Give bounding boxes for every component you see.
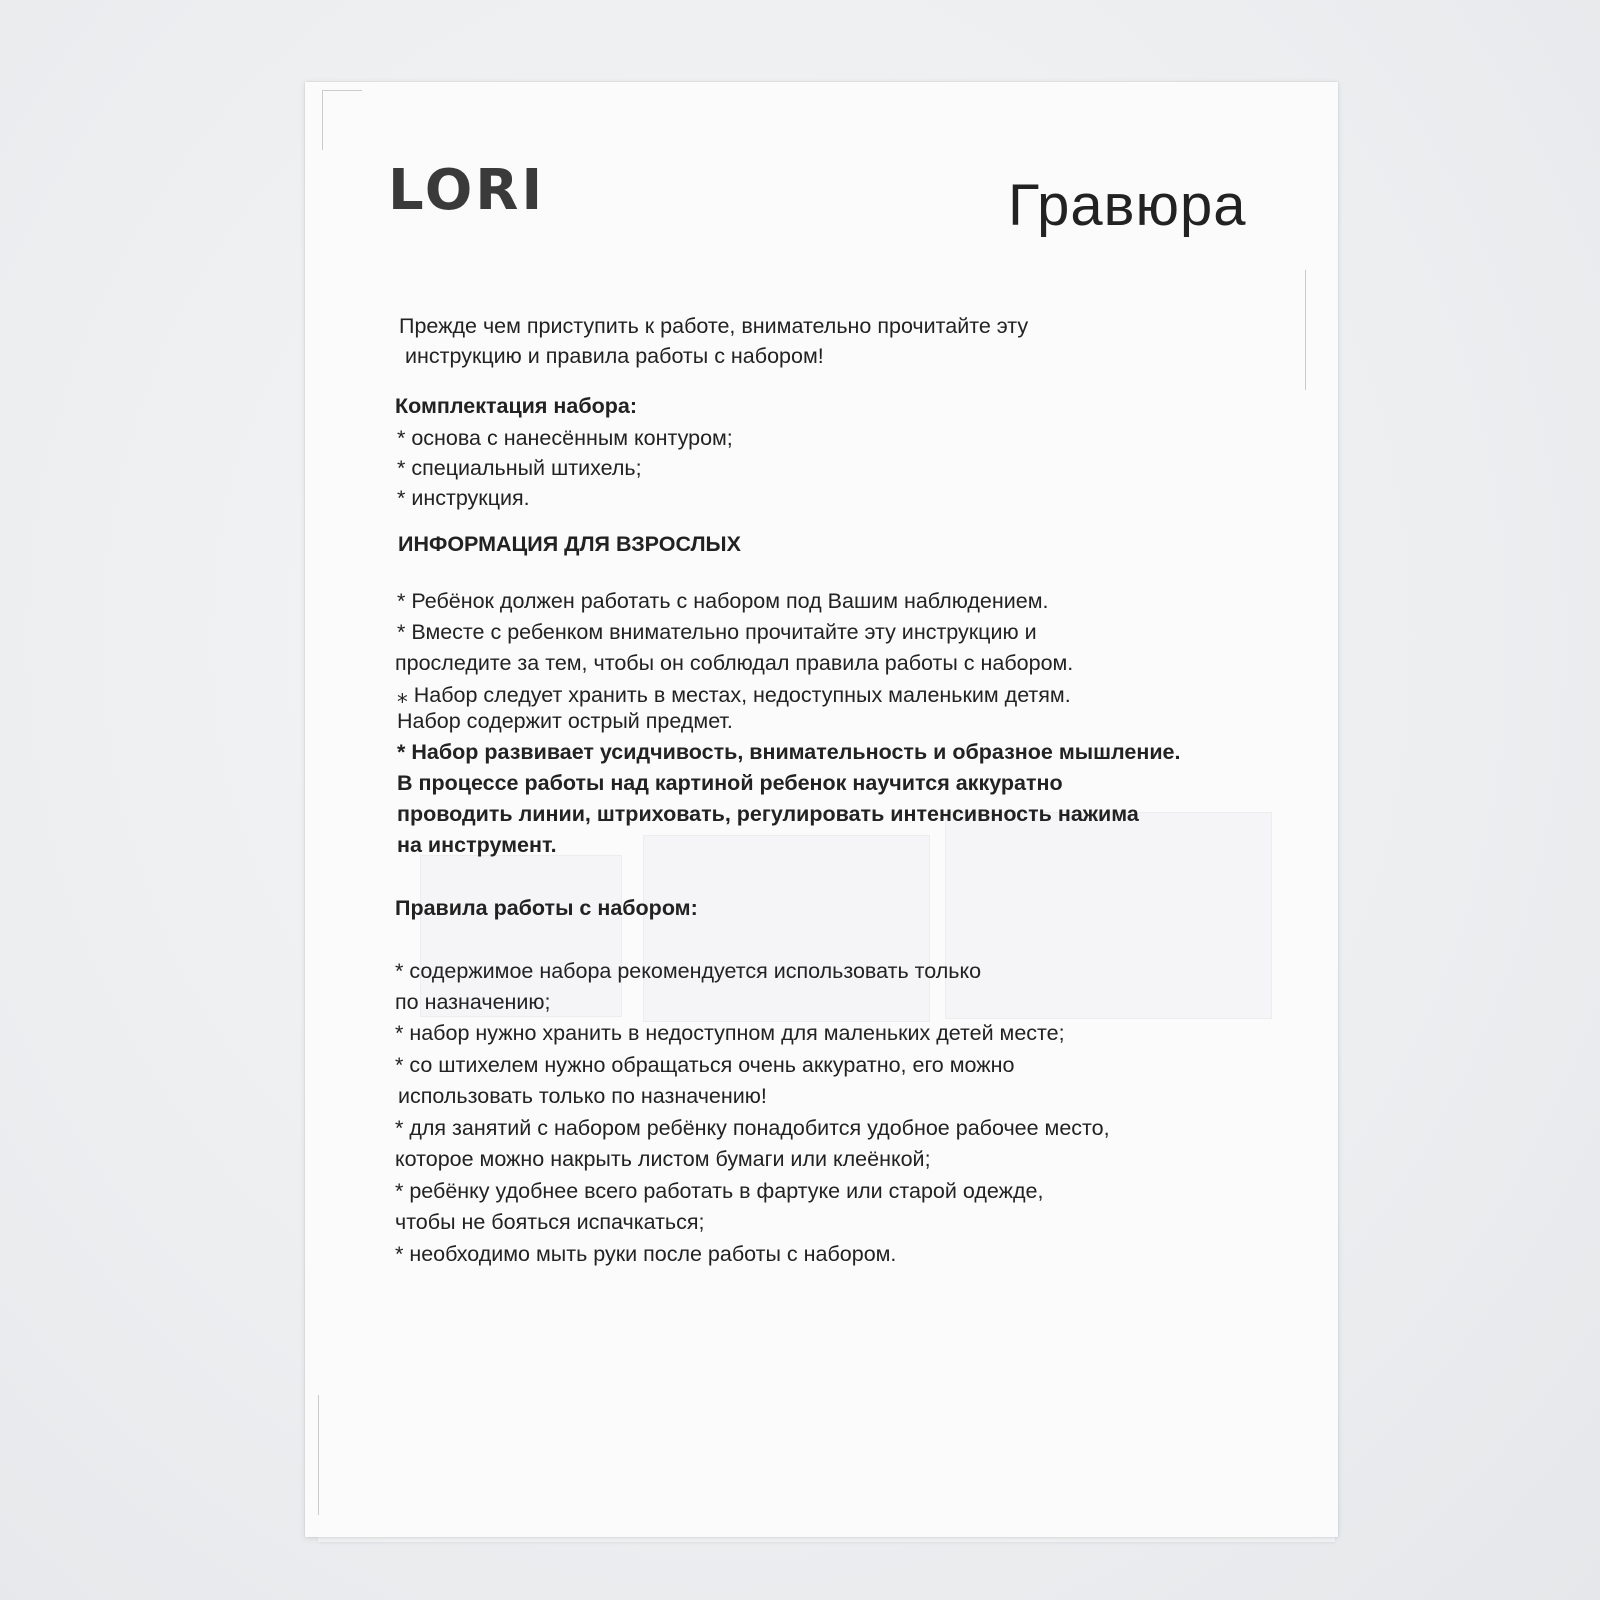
adults-bold-line: проводить линии, штриховать, регулировать интенсивность нажима	[397, 802, 1139, 826]
brand-logo: LORI	[388, 158, 546, 223]
rules-heading: Правила работы с набором:	[395, 896, 698, 920]
rules-line: * необходимо мыть руки после работы с набором.	[395, 1242, 897, 1266]
adults-line: * Вместе с ребенком внимательно прочитайте эту инструкцию и	[397, 620, 1037, 644]
crop-mark	[318, 1395, 319, 1515]
kit-item: * основа с нанесённым контуром;	[397, 426, 733, 450]
adults-line: Набор содержит острый предмет.	[397, 709, 733, 733]
crop-mark	[322, 90, 323, 150]
rules-line: * ребёнку удобнее всего работать в фартуке или старой одежде,	[395, 1179, 1044, 1203]
adults-bold-line: В процессе работы над картиной ребенок научится аккуратно	[397, 771, 1063, 795]
rules-line: * содержимое набора рекомендуется использовать только	[395, 959, 982, 983]
kit-item: * специальный штихель;	[397, 456, 642, 480]
crop-mark	[322, 90, 362, 91]
show-through-illustration	[945, 812, 1272, 1019]
intro-line: инструкцию и правила работы с набором!	[405, 344, 824, 368]
adults-line: ⁎ Набор следует хранить в местах, недоступных маленьким детям.	[397, 683, 1071, 707]
adults-bold-line: * Набор развивает усидчивость, внимательность и образное мышление.	[397, 740, 1181, 764]
adults-heading: ИНФОРМАЦИЯ ДЛЯ ВЗРОСЛЫХ	[398, 532, 741, 556]
adults-bold-line: на инструмент.	[397, 833, 557, 857]
rules-line: чтобы не бояться испачкаться;	[395, 1210, 705, 1234]
page-title: Гравюра	[1008, 173, 1247, 238]
rules-line: * для занятий с набором ребёнку понадобится удобное рабочее место,	[395, 1116, 1110, 1140]
rules-line: которое можно накрыть листом бумаги или клеёнкой;	[395, 1147, 931, 1171]
adults-line: проследите за тем, чтобы он соблюдал правила работы с набором.	[395, 651, 1074, 675]
adults-line: * Ребёнок должен работать с набором под Вашим наблюдением.	[397, 589, 1049, 613]
intro-line: Прежде чем приступить к работе, внимательно прочитайте эту	[399, 314, 1029, 338]
kit-item: * инструкция.	[397, 486, 530, 510]
kit-heading: Комплектация набора:	[395, 394, 638, 418]
rules-line: по назначению;	[395, 990, 551, 1014]
crop-mark	[1305, 270, 1306, 390]
rules-line: использовать только по назначению!	[398, 1084, 767, 1108]
show-through-illustration	[643, 835, 930, 1022]
rules-line: * со штихелем нужно обращаться очень аккуратно, его можно	[395, 1053, 1015, 1077]
rules-line: * набор нужно хранить в недоступном для маленьких детей месте;	[395, 1021, 1065, 1045]
